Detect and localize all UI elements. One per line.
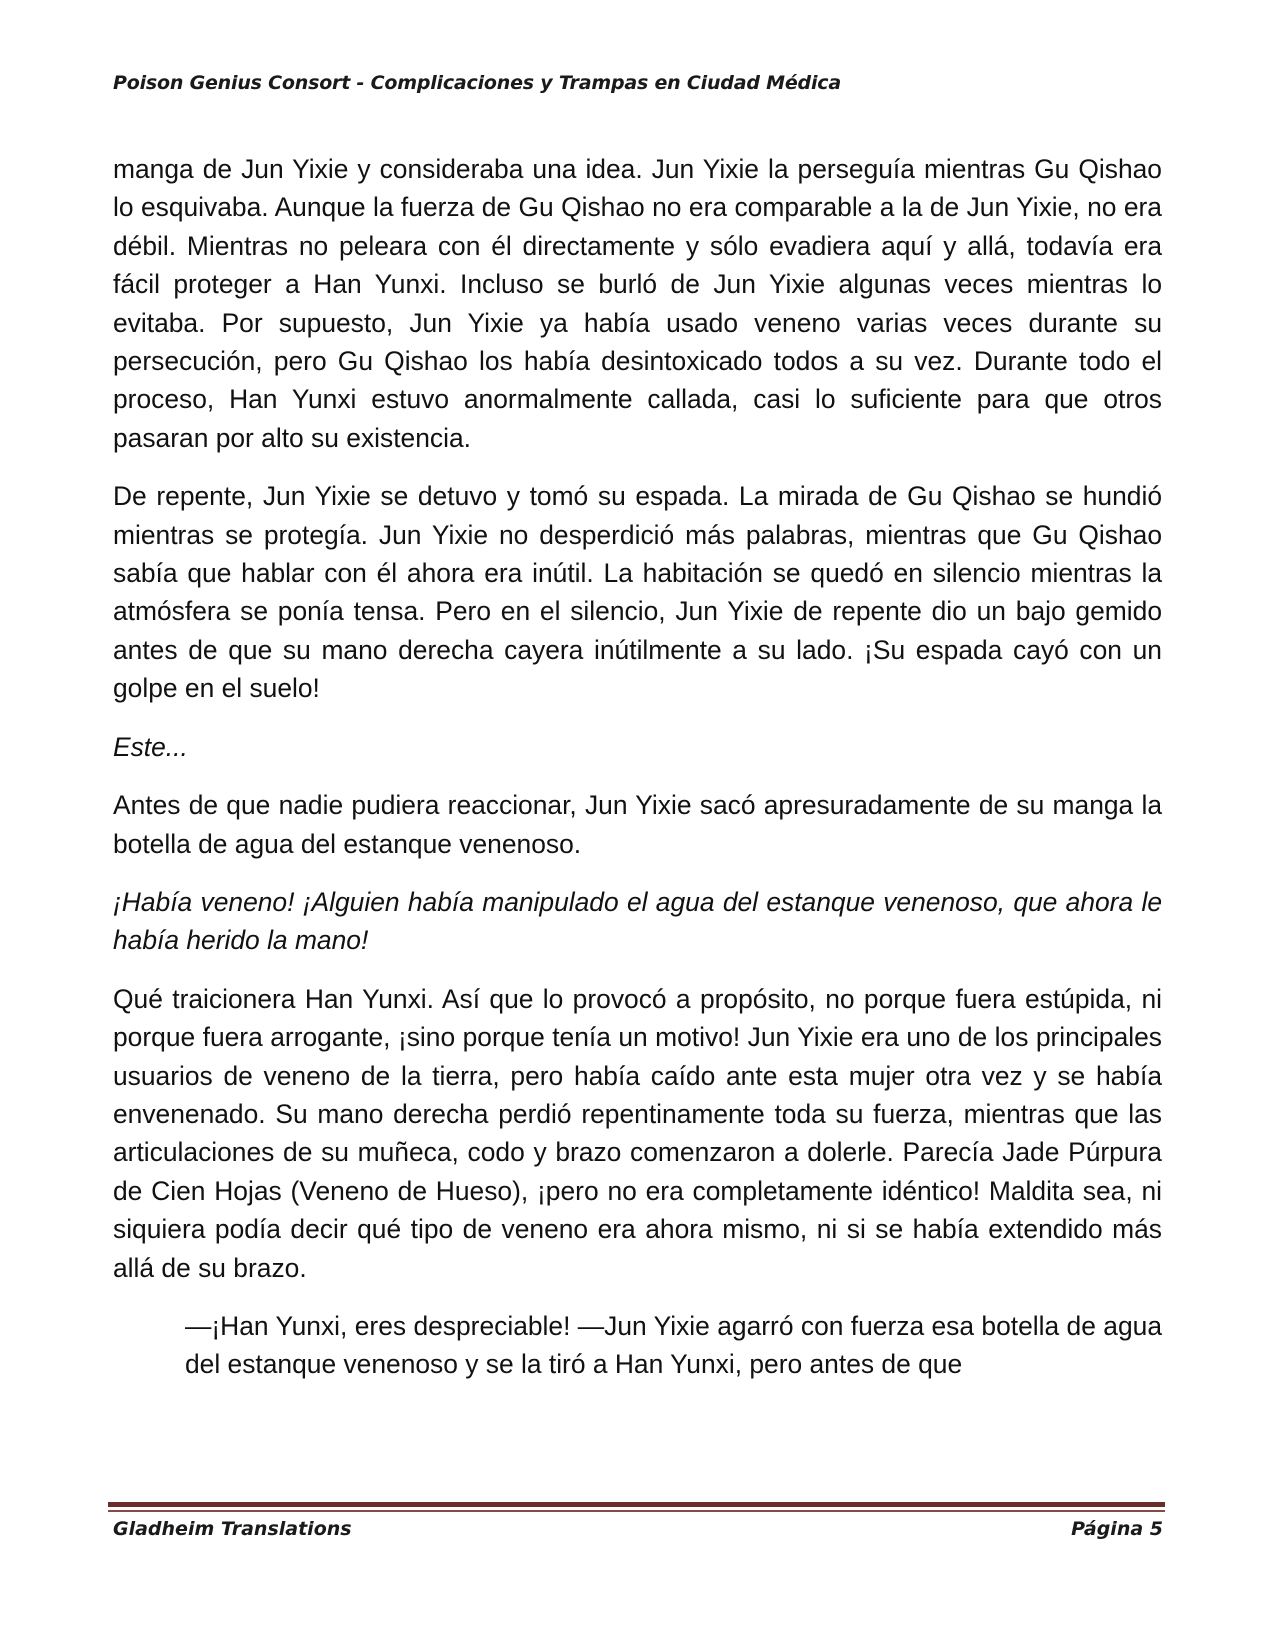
paragraph-1: manga de Jun Yixie y consideraba una idea. Jun Yixie la perseguía mientras Gu Qishao lo esquivaba. Aunque la fuerza de Gu Qishao no era comparable a la de Jun Yixie, no era débil. Mientras no peleara con él directamente y sólo evadiera aquí y allá, todavía era fácil proteger a Han Yunxi. Incluso se burló de Jun Yixie algunas veces mientras lo evitaba. Por supuesto, Jun Yixie ya había usado veneno varias veces durante su persecución, pero Gu Qishao los había desintoxicado todos a su vez. Durante todo el proceso, Han Yunxi estuvo anormalmente callada, casi lo suficiente para que otros pasaran por alto su existencia. — [113, 154, 1162, 453]
paragraph-6: Qué traicionera Han Yunxi. Así que lo provocó a propósito, no porque fuera estúpida, ni porque fuera arrogante, ¡sino porque tenía un motivo! Jun Yixie era uno de los principales usuarios de veneno de la tierra, pero había caído ante esta mujer otra vez y se había envenenado. Su mano derecha perdió repentinamente toda su fuerza, mientras que las articulaciones de su muñeca, codo y brazo comenzaron a dolerle. Parecía Jade Púrpura de Cien Hojas (Veneno de Hueso), ¡pero no era completamente idéntico! Maldita sea, ni siquiera podía decir qué tipo de veneno era ahora mismo, ni si se había extendido más allá de su brazo. — [113, 983, 1162, 1283]
footer-credit: Gladheim Translations — [113, 1518, 352, 1540]
paragraph-5: ¡Había veneno! ¡Alguien había manipulado el agua del estanque venenoso, que ahora le había herido la mano! — [113, 886, 1162, 956]
running-header: Poison Genius Consort - Complicaciones y Trampas en Ciudad Médica — [113, 72, 841, 94]
footer-rule-secondary — [108, 1510, 1165, 1512]
paragraph-7: —¡Han Yunxi, eres despreciable! —Jun Yixie agarró con fuerza esa botella de agua del estanque venenoso y se la tiró a Han Yunxi, pero antes de que — [185, 1310, 1162, 1380]
footer-rule — [108, 1502, 1165, 1507]
page-number: Página 5 — [1071, 1518, 1163, 1540]
paragraph-4: Antes de que nadie pudiera reaccionar, Jun Yixie sacó apresuradamente de su manga la botella de agua del estanque venenoso. — [113, 790, 1162, 859]
page-body — [113, 150, 1162, 1404]
paragraph-3: Este... — [113, 731, 188, 762]
paragraph-2: De repente, Jun Yixie se detuvo y tomó su espada. La mirada de Gu Qishao se hundió mientras se protegía. Jun Yixie no desperdició más palabras, mientras que Gu Qishao sabía que hablar con él ahora era inútil. La habitación se quedó en silencio mientras la atmósfera se ponía tensa. Pero en el silencio, Jun Yixie de repente dio un bajo gemido antes de que su mano derecha cayera inútilmente a su lado. ¡Su espada cayó con un golpe en el suelo! — [113, 481, 1162, 704]
